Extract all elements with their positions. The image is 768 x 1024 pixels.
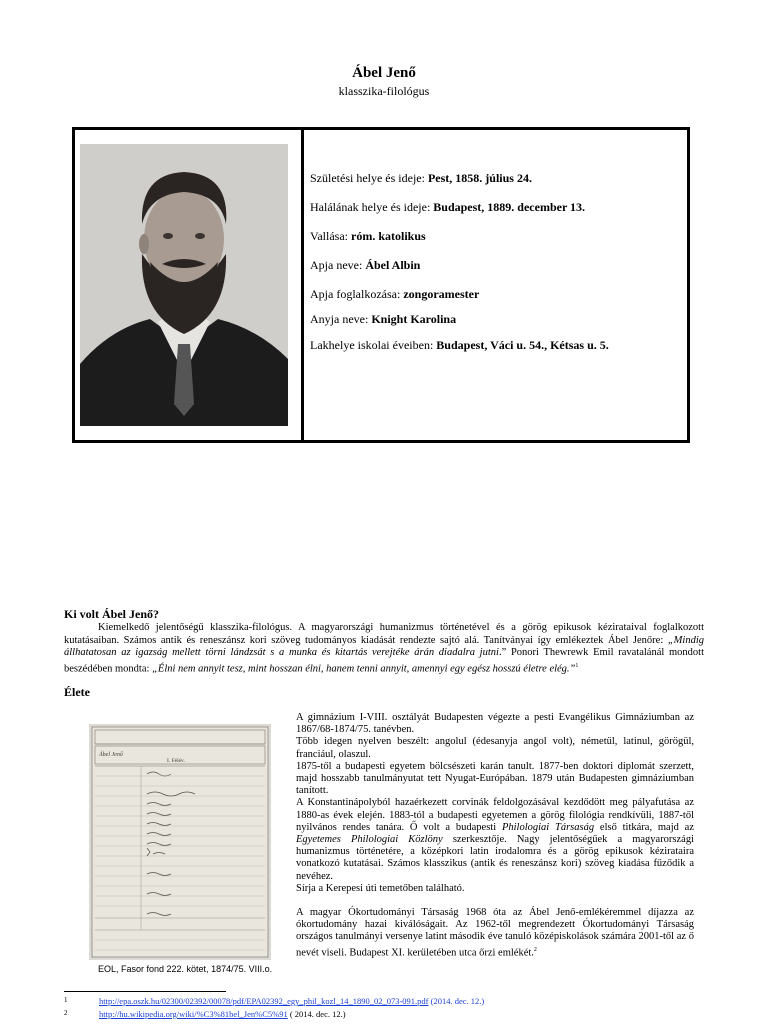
fact-father-name: Apja neve: Ábel Albin <box>310 258 421 272</box>
record-caption: EOL, Fasor fond 222. kötet, 1874/75. VIII.o. <box>98 964 273 974</box>
biography-text <box>296 712 694 959</box>
footnote-2-link[interactable]: http://hu.wikipedia.org/wiki/%C3%81bel_Jen%C5%91 <box>99 1009 288 1019</box>
page-title: Ábel Jenő <box>352 65 416 81</box>
portrait-photo <box>80 144 288 426</box>
fact-death: Halálának helye és ideje: Budapest, 1889. december 13. <box>310 200 586 214</box>
footnote-divider <box>64 991 226 992</box>
fact-birth: Születési helye és ideje: Pest, 1858. július 24. <box>310 171 532 185</box>
bio-paragraph-grave: Sírja a Kerepesi úti temetőben található. <box>296 882 465 894</box>
info-box <box>72 127 690 443</box>
who-heading: Ki volt Ábel Jenő? <box>64 607 159 621</box>
fact-residence: Lakhelye iskolai éveiben: Budapest, Váci u. 54., Kétsas u. 5. <box>310 338 609 352</box>
record-header: I. Félév. <box>167 758 185 764</box>
bio-paragraph-school: A gimnázium I-VIII. osztályát Budapesten végezte a pesti Evangélikus Gimnáziumban az 1867/68-1874/75. tanévben. <box>296 712 694 736</box>
school-record-image <box>89 724 271 960</box>
page-subtitle: klasszika-filológus <box>338 84 430 98</box>
bio-paragraph-legacy: A magyar Ókortudományi Társaság 1968 óta az Ábel Jenő-emlékéremmel díjazza az ókortudomány hazai kiválóságait. Az 1962-től megrendezett Ókortudományi Társaság országos tanulmányi versenye latint második éve tanuló középiskolások számára 2001-től az ő nevét viseli. Budapest XI. kerületében utca őrzi emlékét.$^2$ <box>296 907 694 959</box>
fact-religion: Vallása: róm. katolikus <box>310 229 426 243</box>
fact-mother-name: Anyja neve: Knight Karolina <box>310 312 457 326</box>
bio-paragraph-languages: Több idegen nyelven beszélt: angolul (édesanyja angol volt), németül, latinul, görögül, franciául, olaszul. <box>296 736 694 760</box>
footnote-2: 2 http://hu.wikipedia.org/wiki/%C3%81bel_Jen%C5%91 ( 2014. dec. 12.) <box>64 1009 346 1019</box>
bio-paragraph-university: 1875-től a budapesti egyetem bölcsészeti karán tanult. 1877-ben doktori diplomát szerzett, majd hosszabb tanulmányutat tett Nyugat-Európában. 1879 után Budapesten gimnáziumban tanított. <box>296 760 694 797</box>
fact-father-job: Apja foglalkozása: zongoramester <box>310 287 480 301</box>
bio-paragraph-career: A Konstantinápolyból hazaérkezett corvinák feldolgozásával kezdődött meg pályafutása az 1880-as évek elején. 1883-tól a budapesti egyetemen a görög filológia rendkívüli, 1887-től nyilvános rendes tanára. Ő volt a budapesti Philologiai Társaság első titkára, majd az Egyetemes Philologiai Közlöny szerkesztője. Nagy jelentőségűek a magyarországi humanizmus történetére, a középkori latin irodalomra és a görög epikusok kézirataira vonatkozó kutatásai. Számos klasszikus (antik és reneszánsz kori) szöveg kiadása fűződik a nevéhez. <box>296 797 695 882</box>
facts-list <box>310 170 680 366</box>
record-name: Ábel Jenő <box>99 752 123 758</box>
who-paragraph: Kiemelkedő jelentőségű klasszika-filológus. A magyarországi humanizmus történetével és a görög epikusok kézirataival foglalkozott kutatásaiban. Számos antik és reneszánsz kori szöveg tudományos kiadását rendezte sajtó alá. Tanítványai így emlékeztek Ábel Jenőre: „Mindig állhatatosan az igazság mellett törni lándzsát s a munka és kitartás verejtéke árán diadalra jutni.” Ponori Thewrewk Emil ravatalánál mondott beszédében mondta: „Élni nem annyit tesz, mint hosszan élni, hanem tenni annyit, amennyi egy egész hosszú életre elég.”$^1$ <box>64 622 705 674</box>
footnote-1: 1 http://epa.oszk.hu/02300/02392/00078/pdf/EPA02392_egy_phil_kozl_14_1890_02_073-091.pdf (2014. dec. 12.) <box>64 996 485 1006</box>
life-heading: Élete <box>64 685 90 699</box>
footnote-1-link[interactable]: http://epa.oszk.hu/02300/02392/00078/pdf/EPA02392_egy_phil_kozl_14_1890_02_073-091.pdf <box>99 996 429 1006</box>
photo-cell <box>75 130 304 440</box>
